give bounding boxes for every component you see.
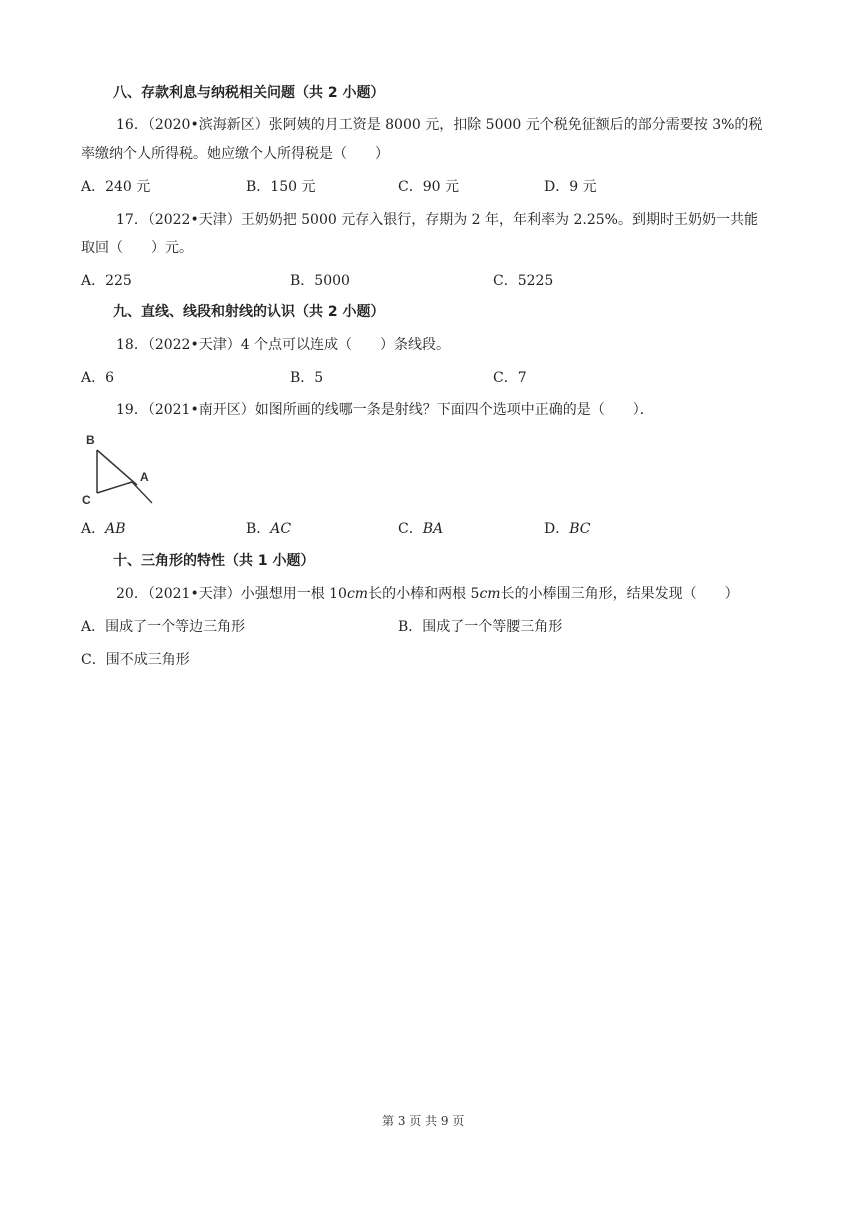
q20-text-pre: 20．（2021•天津）小强想用一根 10	[116, 586, 347, 602]
question-17-option-a[interactable]: A．225	[81, 273, 132, 289]
question-16-option-b[interactable]: B．150 元	[246, 179, 316, 195]
q20-unit-2: cm	[479, 586, 501, 602]
ray-figure	[80, 430, 160, 510]
question-19-option-b[interactable]	[246, 519, 291, 539]
section-title-8: 八、存款利息与纳税相关问题（共 2 小题）	[113, 85, 385, 101]
option-a-prefix: A．	[81, 521, 106, 537]
option-a-value: AB	[105, 521, 126, 537]
option-c-value: BA	[422, 521, 444, 537]
question-19-line1: 19．（2021•南开区）如图所画的线哪一条是射线？下面四个选项中正确的是（ ）．	[116, 402, 654, 418]
question-18-option-c[interactable]: C．7	[493, 370, 527, 386]
ray-extension	[132, 482, 152, 503]
q20-text-post: 长的小棒围三角形，结果发现（ ）	[500, 586, 739, 602]
option-c-prefix: C．	[398, 521, 423, 537]
question-20-option-a[interactable]: A．围成了一个等边三角形	[81, 619, 246, 635]
question-17-line2: 取回（ ）元。	[81, 240, 193, 256]
question-19-option-c[interactable]	[398, 519, 443, 539]
figure-label-c: C	[82, 493, 91, 507]
figure-label-b: B	[86, 433, 95, 447]
q20-text-mid: 长的小棒和两根 5	[368, 586, 480, 602]
q20-unit-1: cm	[346, 586, 369, 602]
figure-label-a: A	[140, 470, 149, 484]
segment-ba	[97, 450, 137, 485]
question-18-option-b[interactable]: B．5	[290, 370, 324, 386]
question-16-line1: 16．（2020•滨海新区）张阿姨的月工资是 8000 元，扣除 5000 元个税免征额后的部分需要按 3%的税	[116, 117, 763, 133]
option-b-value: AC	[270, 521, 292, 537]
question-20-option-b[interactable]: B．围成了一个等腰三角形	[398, 619, 563, 635]
section-title-10: 十、三角形的特性（共 1 小题）	[113, 553, 315, 569]
option-d-value: BC	[569, 521, 591, 537]
question-20-line1	[116, 584, 739, 604]
page-footer: 第 3 页 共 9 页	[382, 1114, 465, 1128]
question-19-option-d[interactable]	[544, 519, 591, 539]
question-16-line2: 率缴纳个人所得税。她应缴个人所得税是（ ）	[81, 146, 389, 162]
option-d-prefix: D．	[544, 521, 570, 537]
question-17-option-c[interactable]: C．5225	[493, 273, 554, 289]
question-20-option-c[interactable]: C．围不成三角形	[81, 652, 190, 668]
question-18-option-a[interactable]: A．6	[81, 370, 115, 386]
section-title-9: 九、直线、线段和射线的认识（共 2 小题）	[113, 304, 385, 320]
question-19-option-a[interactable]	[81, 519, 126, 539]
question-17-line1: 17．（2022•天津）王奶奶把 5000 元存入银行，存期为 2 年，年利率为 2.25%。到期时王奶奶一共能	[116, 212, 758, 228]
option-b-prefix: B．	[246, 521, 271, 537]
question-16-option-a[interactable]: A．240 元	[81, 179, 151, 195]
question-18-line1: 18．（2022•天津）4 个点可以连成（ ）条线段。	[116, 337, 451, 353]
ray-ca	[97, 482, 132, 493]
question-16-option-d[interactable]: D．9 元	[544, 179, 597, 195]
question-17-option-b[interactable]: B．5000	[290, 273, 350, 289]
question-16-option-c[interactable]: C．90 元	[398, 179, 459, 195]
